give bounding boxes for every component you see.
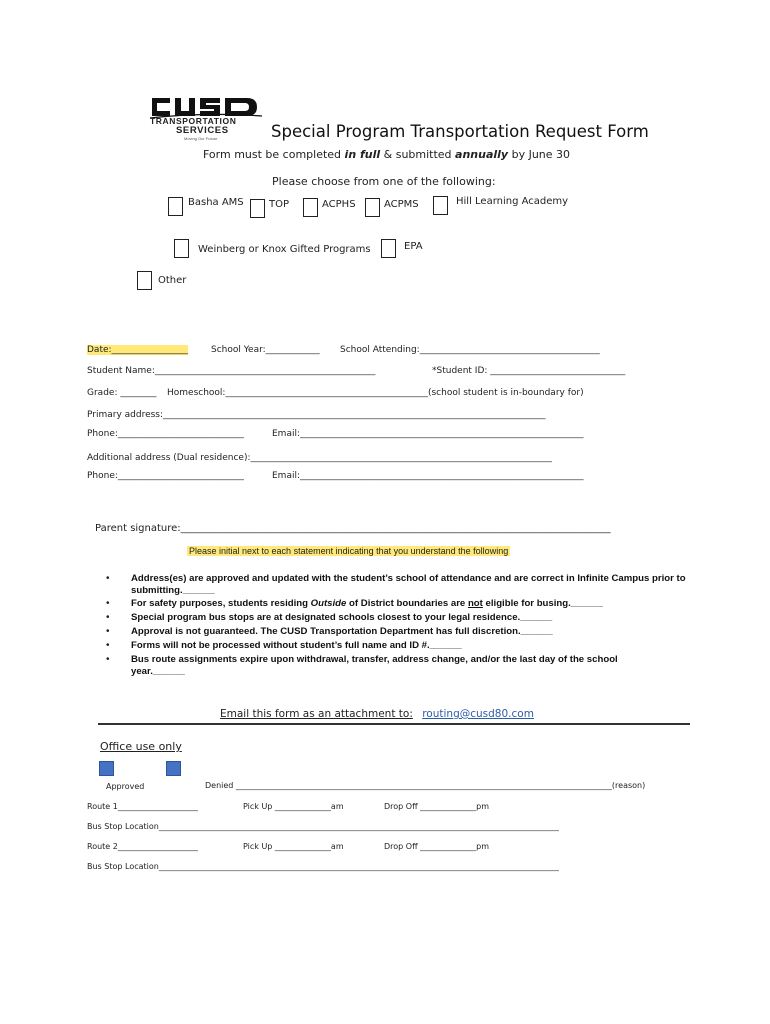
school-attending-field[interactable]: School Attending:________________________________________ bbox=[340, 345, 600, 355]
dropoff2-field[interactable]: Drop Off ______________pm bbox=[384, 842, 490, 851]
additional-address-field[interactable]: Additional address (Dual residence):___________________________________________________________________ bbox=[87, 453, 552, 463]
checkbox-weinberg[interactable] bbox=[174, 239, 189, 258]
pickup1-field[interactable]: Pick Up ______________am bbox=[243, 802, 344, 811]
dropoff1-field[interactable]: Drop Off ______________pm bbox=[384, 802, 490, 811]
statement-2-ul: not bbox=[467, 598, 483, 609]
subtitle-em2: annually bbox=[455, 148, 509, 161]
approved-label: Approved bbox=[106, 782, 145, 791]
label-acpms: ACPMS bbox=[384, 199, 419, 210]
date-field[interactable]: Date:_________________ bbox=[87, 345, 189, 355]
grade-field[interactable]: Grade: ________ bbox=[87, 388, 157, 398]
checkbox-other[interactable] bbox=[137, 271, 152, 290]
statement-2-em: Outside bbox=[310, 598, 347, 609]
label-top: TOP bbox=[269, 199, 290, 210]
subtitle-mid: & submitted bbox=[380, 148, 456, 161]
logo-line2: SERVICES bbox=[176, 125, 229, 136]
primary-address-field[interactable]: Primary address:_____________________________________________________________________________________ bbox=[87, 410, 546, 420]
checkbox-basha[interactable] bbox=[168, 197, 183, 216]
label-acphs: ACPHS bbox=[322, 199, 356, 210]
route1-field[interactable]: Route 1____________________ bbox=[87, 802, 198, 811]
label-weinberg: Weinberg or Knox Gifted Programs bbox=[198, 244, 371, 255]
bullet-2: • bbox=[106, 598, 110, 609]
checkbox-hill[interactable] bbox=[433, 196, 448, 215]
phone-field-1[interactable]: Phone:____________________________ bbox=[87, 429, 244, 439]
label-hill: Hill Learning Academy bbox=[456, 196, 569, 207]
label-basha: Basha AMS bbox=[188, 197, 244, 208]
parent-signature-field[interactable]: Parent signature:______________________________________________________________________________________ bbox=[95, 523, 611, 534]
checkbox-top[interactable] bbox=[250, 199, 265, 218]
logo-line1: TRANSPORTATION bbox=[150, 116, 237, 126]
form-subtitle bbox=[203, 148, 570, 161]
choose-prompt: Please choose from one of the following: bbox=[272, 175, 496, 188]
busstop2-field[interactable]: Bus Stop Location____________________________________________________________________________________________________ bbox=[87, 862, 559, 871]
student-name-field[interactable]: Student Name:_________________________________________________ bbox=[87, 366, 376, 376]
bullet-6: • bbox=[106, 654, 110, 665]
statement-2-mid: of District boundaries are bbox=[346, 598, 468, 609]
email-instruction bbox=[220, 708, 534, 720]
form-title: Special Program Transportation Request Form bbox=[271, 122, 649, 141]
office-heading: Office use only bbox=[100, 740, 182, 753]
school-year-field[interactable]: School Year:____________ bbox=[211, 345, 320, 355]
subtitle-em1: in full bbox=[344, 148, 381, 161]
label-epa: EPA bbox=[404, 241, 423, 252]
bullet-3: • bbox=[106, 612, 110, 623]
statement-1: Address(es) are approved and updated with the student’s school of attendance and are correct in Infinite Campus prior to submitting.______ bbox=[131, 573, 686, 596]
busstop1-field[interactable]: Bus Stop Location____________________________________________________________________________________________________ bbox=[87, 822, 559, 831]
homeschool-field[interactable]: Homeschool:_____________________________________________(school student is in-boundary for) bbox=[167, 388, 584, 398]
cusd-logo bbox=[148, 94, 264, 144]
checkbox-acpms[interactable] bbox=[365, 198, 380, 217]
student-id-field[interactable]: *Student ID: ______________________________ bbox=[432, 366, 626, 376]
route2-field[interactable]: Route 2____________________ bbox=[87, 842, 198, 851]
divider-line bbox=[98, 723, 690, 725]
denied-reason-field[interactable]: Denied ______________________________________________________________________________________________(reason) bbox=[205, 781, 646, 790]
subtitle-pre: Form must be completed bbox=[203, 148, 345, 161]
email-field-2[interactable]: Email:_______________________________________________________________ bbox=[272, 471, 584, 481]
pickup2-field[interactable]: Pick Up ______________am bbox=[243, 842, 344, 851]
bullet-5: • bbox=[106, 640, 110, 651]
checkbox-acphs[interactable] bbox=[303, 198, 318, 217]
checkbox-epa[interactable] bbox=[381, 239, 396, 258]
statement-2 bbox=[131, 598, 691, 610]
bullet-4: • bbox=[106, 626, 110, 637]
routing-email-link[interactable]: routing@cusd80.com bbox=[422, 708, 534, 720]
phone-field-2[interactable]: Phone:____________________________ bbox=[87, 471, 244, 481]
statement-2-post: eligible for busing.______ bbox=[482, 598, 603, 609]
subtitle-post: by June 30 bbox=[508, 148, 571, 161]
approved-box[interactable] bbox=[99, 761, 114, 776]
logo-tagline: Moving Our Future bbox=[184, 136, 218, 141]
email-label: Email this form as an attachment to: bbox=[220, 708, 413, 720]
statement-2-pre: For safety purposes, students residing bbox=[131, 598, 311, 609]
statement-4: Approval is not guaranteed. The CUSD Transportation Department has full discretion.______ bbox=[131, 626, 553, 637]
email-field-1[interactable]: Email:_______________________________________________________________ bbox=[272, 429, 584, 439]
bullet-1: • bbox=[106, 573, 110, 584]
denied-box[interactable] bbox=[166, 761, 181, 776]
label-other: Other bbox=[158, 275, 187, 286]
initial-note: Please initial next to each statement indicating that you understand the following bbox=[189, 546, 509, 556]
statement-5: Forms will not be processed without student’s full name and ID #.______ bbox=[131, 640, 462, 651]
statement-3: Special program bus stops are at designated schools closest to your legal residence.______ bbox=[131, 612, 553, 623]
statement-6: Bus route assignments expire upon withdrawal, transfer, address change, and/or the last day of the school year.______ bbox=[131, 654, 618, 677]
